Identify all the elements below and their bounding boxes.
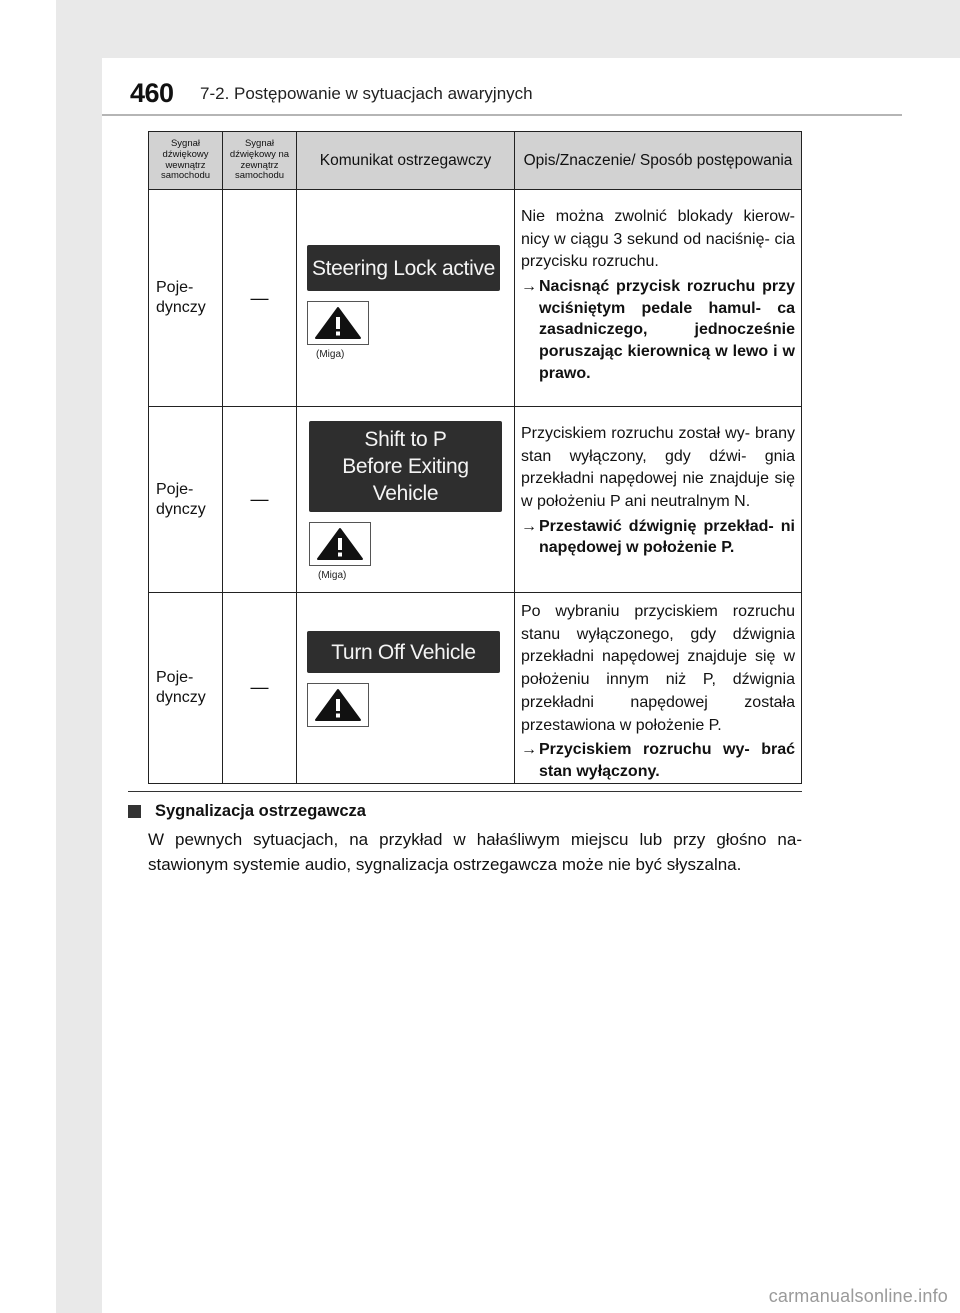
header-description: Opis/Znaczenie/ Sposób postępowania [515,132,802,190]
display-line: Before Exiting [342,455,469,478]
watermark: carmanualsonline.info [768,1286,948,1306]
description-cell [515,190,802,407]
warning-triangle-icon [316,527,364,561]
display-line: Vehicle [372,482,439,505]
arrow-icon: → [521,517,537,535]
message-cell [297,407,515,593]
display-screen [307,631,500,673]
sig-outside-cell: — [223,593,297,784]
header-message: Komunikat ostrzegawczy [297,132,515,190]
header-divider [102,114,902,116]
square-bullet-icon [128,805,141,818]
message-cell [297,593,515,784]
section-divider [128,791,802,792]
header-sig-inside: Sygnał dźwiękowy wewnątrz samochodu [149,132,223,190]
warning-triangle-icon [314,306,362,340]
display-line: Steering Lock active [311,256,496,280]
section-title: Sygnalizacja ostrzegawcza [155,802,366,820]
blink-label: (Miga) [318,570,347,581]
table-header-row [149,132,802,190]
sig-inside-cell: Poje- dynczy [149,407,223,593]
warning-sound-section [128,802,802,877]
top-margin-band [56,0,960,58]
warning-indicator [307,301,369,345]
action-text: Przyciskiem rozruchu wy- brać stan wyłączony. [539,741,795,780]
page-number: 460 [130,78,174,108]
arrow-icon: → [521,741,537,759]
message-cell [297,190,515,407]
section-body: W pewnych sytuacjach, na przykład w hałaśliwym miejscu lub przy głośno na- stawionym systemie audio, sygnalizacja ostrzegawcza może nie być słyszalna. [148,830,802,875]
description-text: Przyciskiem rozruchu został wy- brany stan wyłączony, gdy dźwi- gnia przekładni napędowej nie znajduje się w położeniu P ani neutralnym N. [521,425,795,511]
chapter-title: 7-2. Postępowanie w sytuacjach awaryjnych [200,84,533,103]
sig-outside-cell: — [223,407,297,593]
sig-inside-cell: Poje- dynczy [149,593,223,784]
display-screen [307,245,500,291]
sig-inside-cell: Poje- dynczy [149,190,223,407]
action-step [521,516,795,559]
blink-label: (Miga) [316,349,345,360]
left-margin-band [56,0,102,1313]
warning-triangle-icon [314,688,362,722]
action-text: Nacisnąć przycisk rozruchu przy wciśniętym pedale hamul- ca zasadniczego, jednocześnie poruszając kierownicą w lewo i w prawo. [539,278,795,382]
sig-outside-cell: — [223,190,297,407]
display-line: Turn Off Vehicle [331,640,476,664]
table-row [149,593,802,784]
description-text: Nie można zwolnić blokady kierow- nicy w ciągu 3 sekund od naciśnię- cia przycisku rozruchu. [521,208,795,271]
header-sig-outside: Sygnał dźwiękowy na zewnątrz samochodu [223,132,297,190]
description-cell [515,407,802,593]
warning-indicator [307,683,369,727]
display-screen [309,421,502,512]
display-line: Shift to P [364,428,447,451]
action-step [521,739,795,782]
warning-indicator [309,522,371,566]
table-row [149,190,802,407]
arrow-icon: → [521,278,537,296]
description-text: Po wybraniu przyciskiem rozruchu stanu wyłączonego, gdy dźwignia przekładni napędowej znajduje się w położeniu innym niż P, dźwignia przekładni napędowej została przestawiona w położenie P. [521,603,795,734]
description-cell [515,593,802,784]
action-text: Przestawić dźwignię przekład- ni napędowej w położenie P. [539,517,795,557]
page-header [130,78,910,114]
section-heading [128,802,802,821]
warning-messages-table [148,131,802,784]
table-row [149,407,802,593]
action-step [521,276,795,384]
